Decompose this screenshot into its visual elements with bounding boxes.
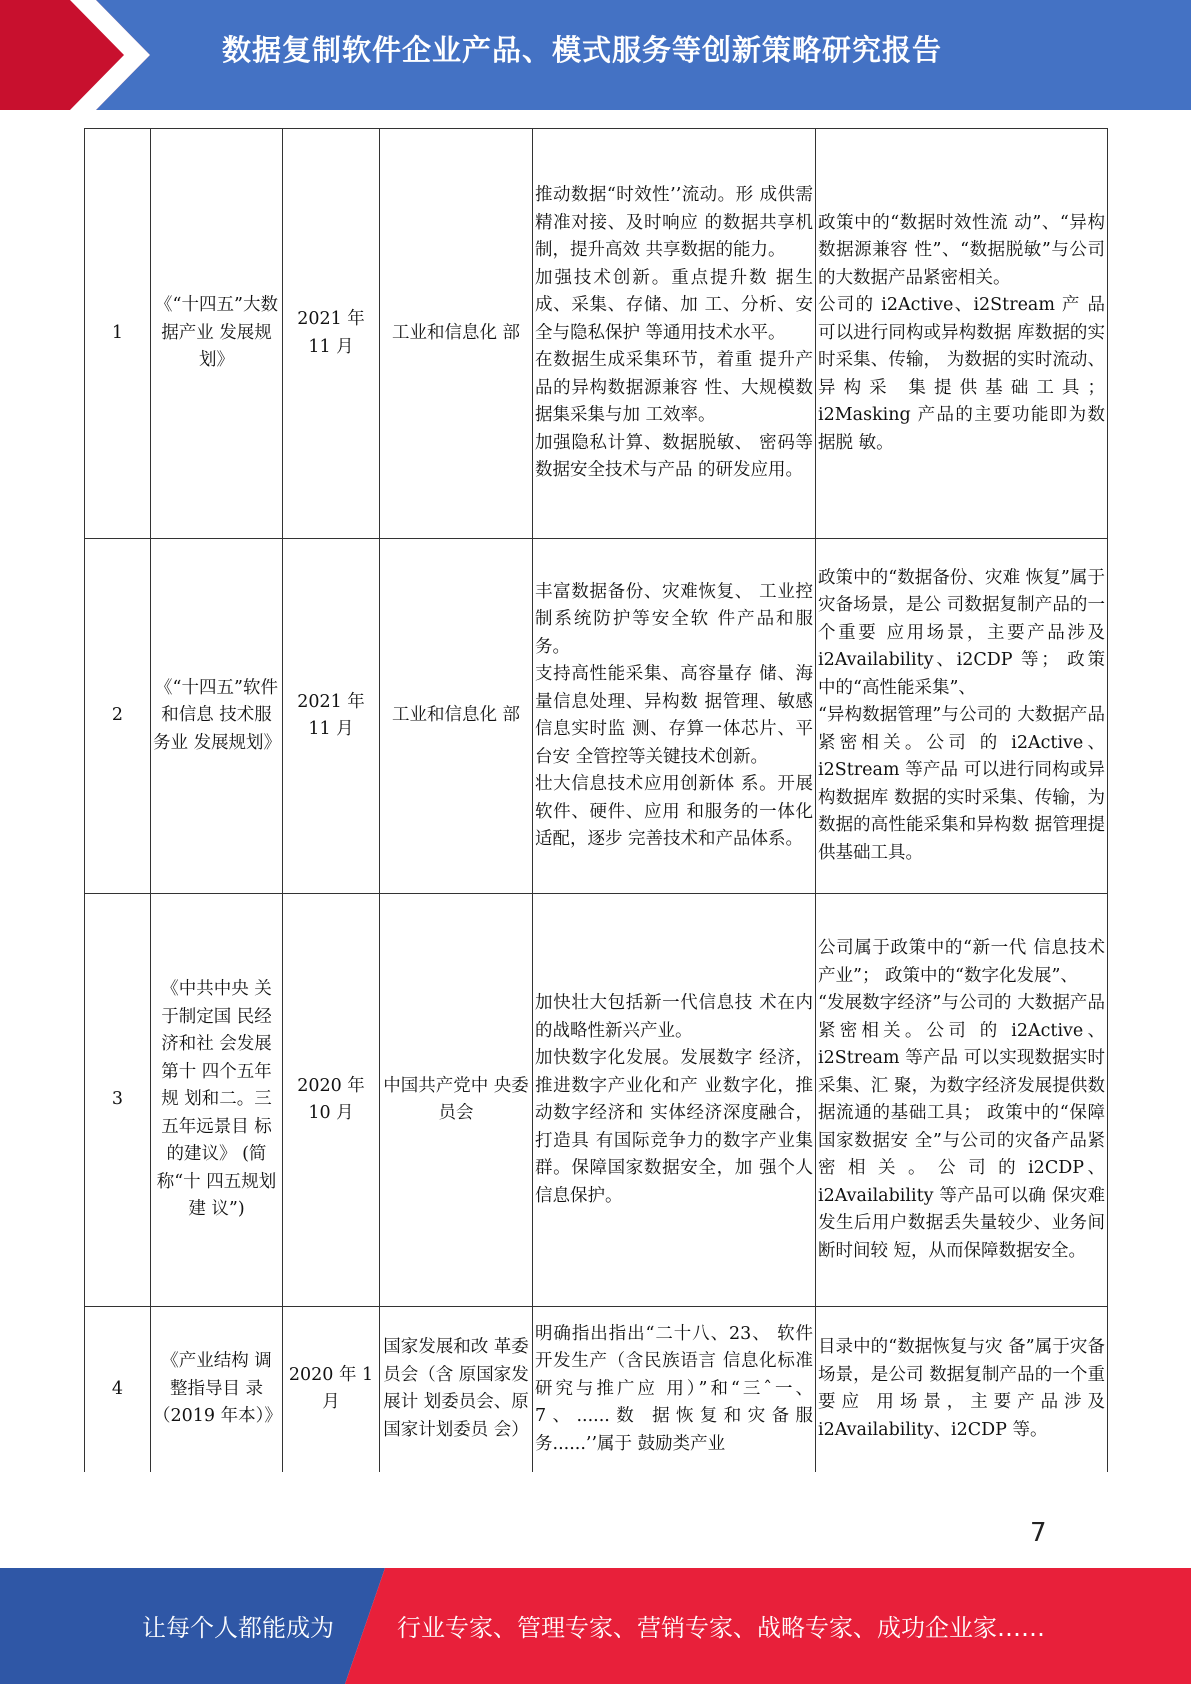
- policy-date: 2020 年 10 月: [283, 894, 380, 1307]
- content-paragraph: 加快壮大包括新一代信息技 术在内的战略性新兴产业。: [535, 993, 813, 1041]
- table-row: [85, 1307, 1108, 1472]
- footer-slogan-right: 行业专家、管理专家、营销专家、战略专家、成功企业家……: [397, 1614, 1045, 1642]
- issuing-department: 工业和信息化 部: [380, 539, 533, 894]
- policy-content: [533, 129, 816, 539]
- policy-date: 2020 年 1 月: [283, 1307, 380, 1472]
- relevance-paragraph: 公司属于政策中的“新一代 信息技术产业”； 政策中的“数字化发展”、: [818, 938, 1105, 986]
- policy-date: 2021 年 11 月: [283, 539, 380, 894]
- page-header: [0, 0, 1191, 110]
- relevance-paragraph: “异构数据管理”与公司的 大数据产品紧密相关。公司 的 i2Active、i2Stream 等产品 可以进行同构或异构数据库 数据的实时采集、传输，为 数据的高性能采集和异构数 据管理提供基础工具。: [818, 705, 1105, 863]
- policy-content: [533, 894, 816, 1307]
- issuing-department: 中国共产党中 央委员会: [380, 894, 533, 1307]
- policy-name: 《“十四五”大数据产业 发展规划》: [151, 129, 283, 539]
- table-row: [85, 894, 1108, 1307]
- policy-name: 《产业结构 调整指导目 录（2019 年本）》: [151, 1307, 283, 1472]
- page-footer: [0, 1568, 1191, 1684]
- issuing-department: 工业和信息化 部: [380, 129, 533, 539]
- relevance-paragraph: 公司的 i2Active、i2Stream 产 品可以进行同构或异构数据 库数据的实时采集、传输， 为数据的实时流动、异构采 集提供基础工具；i2Masking 产品的主要功能即为数据脱 敏。: [818, 295, 1105, 453]
- content-paragraph: 在数据生成采集环节，着重 提升产品的异构数据源兼容 性、大规模数据集采集与加 工效率。: [535, 350, 813, 426]
- row-number: 2: [85, 539, 151, 894]
- content-paragraph: 加强技术创新。重点提升数 据生成、采集、存储、加 工、分析、安全与隐私保护 等通用技术水平。: [535, 267, 813, 343]
- company-relevance: [816, 129, 1108, 539]
- relevance-paragraph: “发展数字经济”与公司的 大数据产品紧密相关。公司 的 i2Active、i2Stream 等产品 可以实现数据实时采集、汇 聚，为数字经济发展提供数 据流通的基础工具； 政策中的“保障国家数据安 全”与公司的灾备产品紧密 相 关 。 公 司 的 i2CDP、 i2Availability 等产品可以确 保灾难发生后用户数据丢失量较少、业务间断时间较 短，从而保障数据安全。: [818, 993, 1105, 1261]
- policy-content: [533, 1307, 816, 1472]
- policy-date: 2021 年 11 月: [283, 129, 380, 539]
- relevance-paragraph: 政策中的“数据备份、灾难 恢复”属于灾备场景，是公 司数据复制产品的一个重要 应用场景，主要产品涉及 i2Availability、i2CDP 等； 政策中的“高性能采集”、: [818, 567, 1105, 698]
- content-paragraph: 加强隐私计算、数据脱敏、 密码等数据安全技术与产品 的研发应用。: [535, 432, 813, 481]
- policy-content: [533, 539, 816, 894]
- company-relevance: [816, 539, 1108, 894]
- footer-slogan-left: 让每个人都能成为: [142, 1614, 334, 1642]
- content-paragraph: 支持高性能采集、高容量存 储、海量信息处理、异构数 据管理、敏感信息实时监 测、存算一体芯片、平台安 全管控等关键技术创新。: [535, 664, 813, 767]
- content-paragraph: 丰富数据备份、灾难恢复、 工业控制系统防护等安全软 件产品和服务。: [535, 581, 813, 657]
- content-paragraph: 推动数据“时效性’’流动。形 成供需精准对接、及时响应 的数据共享机制，提升高效 共享数据的能力。: [535, 185, 813, 261]
- row-number: 4: [85, 1307, 151, 1472]
- table-row: [85, 539, 1108, 894]
- row-number: 1: [85, 129, 151, 539]
- relevance-paragraph: 目录中的“数据恢复与灾 备”属于灾备场景，是公司 数据复制产品的一个重要应 用场景，主要产品涉及 i2Availability、i2CDP 等。: [818, 1337, 1105, 1440]
- policy-name: 《“十四五”软件和信息 技术服务业 发展规划》: [151, 539, 283, 894]
- company-relevance: [816, 1307, 1108, 1472]
- content-paragraph: 加快数字化发展。发展数字 经济，推进数字产业化和产 业数字化，推动数字经济和 实体经济深度融合，打造具 有国际竞争力的数字产业集 群。保障国家数据安全，加 强个人信息保护。: [535, 1048, 813, 1206]
- policy-table: [84, 128, 1108, 1472]
- issuing-department: 国家发展和改 革委员会（含 原国家发展计 划委员会、原 国家计划委员 会）: [380, 1307, 533, 1472]
- content-paragraph: 明确指出指出“二十八、23、 软件开发生产（含民族语言 信息化标准研究与推广应 用）”和“三ˆ一、7、......数 据恢复和灾备服务......’’属于 鼓励类产业: [535, 1323, 813, 1454]
- row-number: 3: [85, 894, 151, 1307]
- page-number: 7: [1030, 1518, 1047, 1548]
- report-title: 数据复制软件企业产品、模式服务等创新策略研究报告: [222, 33, 943, 67]
- company-relevance: [816, 894, 1108, 1307]
- content-paragraph: 壮大信息技术应用创新体 系。开展软件、硬件、应用 和服务的一体化适配，逐步 完善技术和产品体系。: [535, 774, 813, 849]
- table-row: [85, 129, 1108, 539]
- relevance-paragraph: 政策中的“数据时效性流 动”、“异构数据源兼容 性”、“数据脱敏”与公司 的大数据产品紧密相关。: [818, 212, 1105, 288]
- policy-name: 《中共中央 关于制定国 民经济和社 会发展第十 四个五年规 划和二。三五年远景目 标的建议》 (简称“十 四五规划建 议”): [151, 894, 283, 1307]
